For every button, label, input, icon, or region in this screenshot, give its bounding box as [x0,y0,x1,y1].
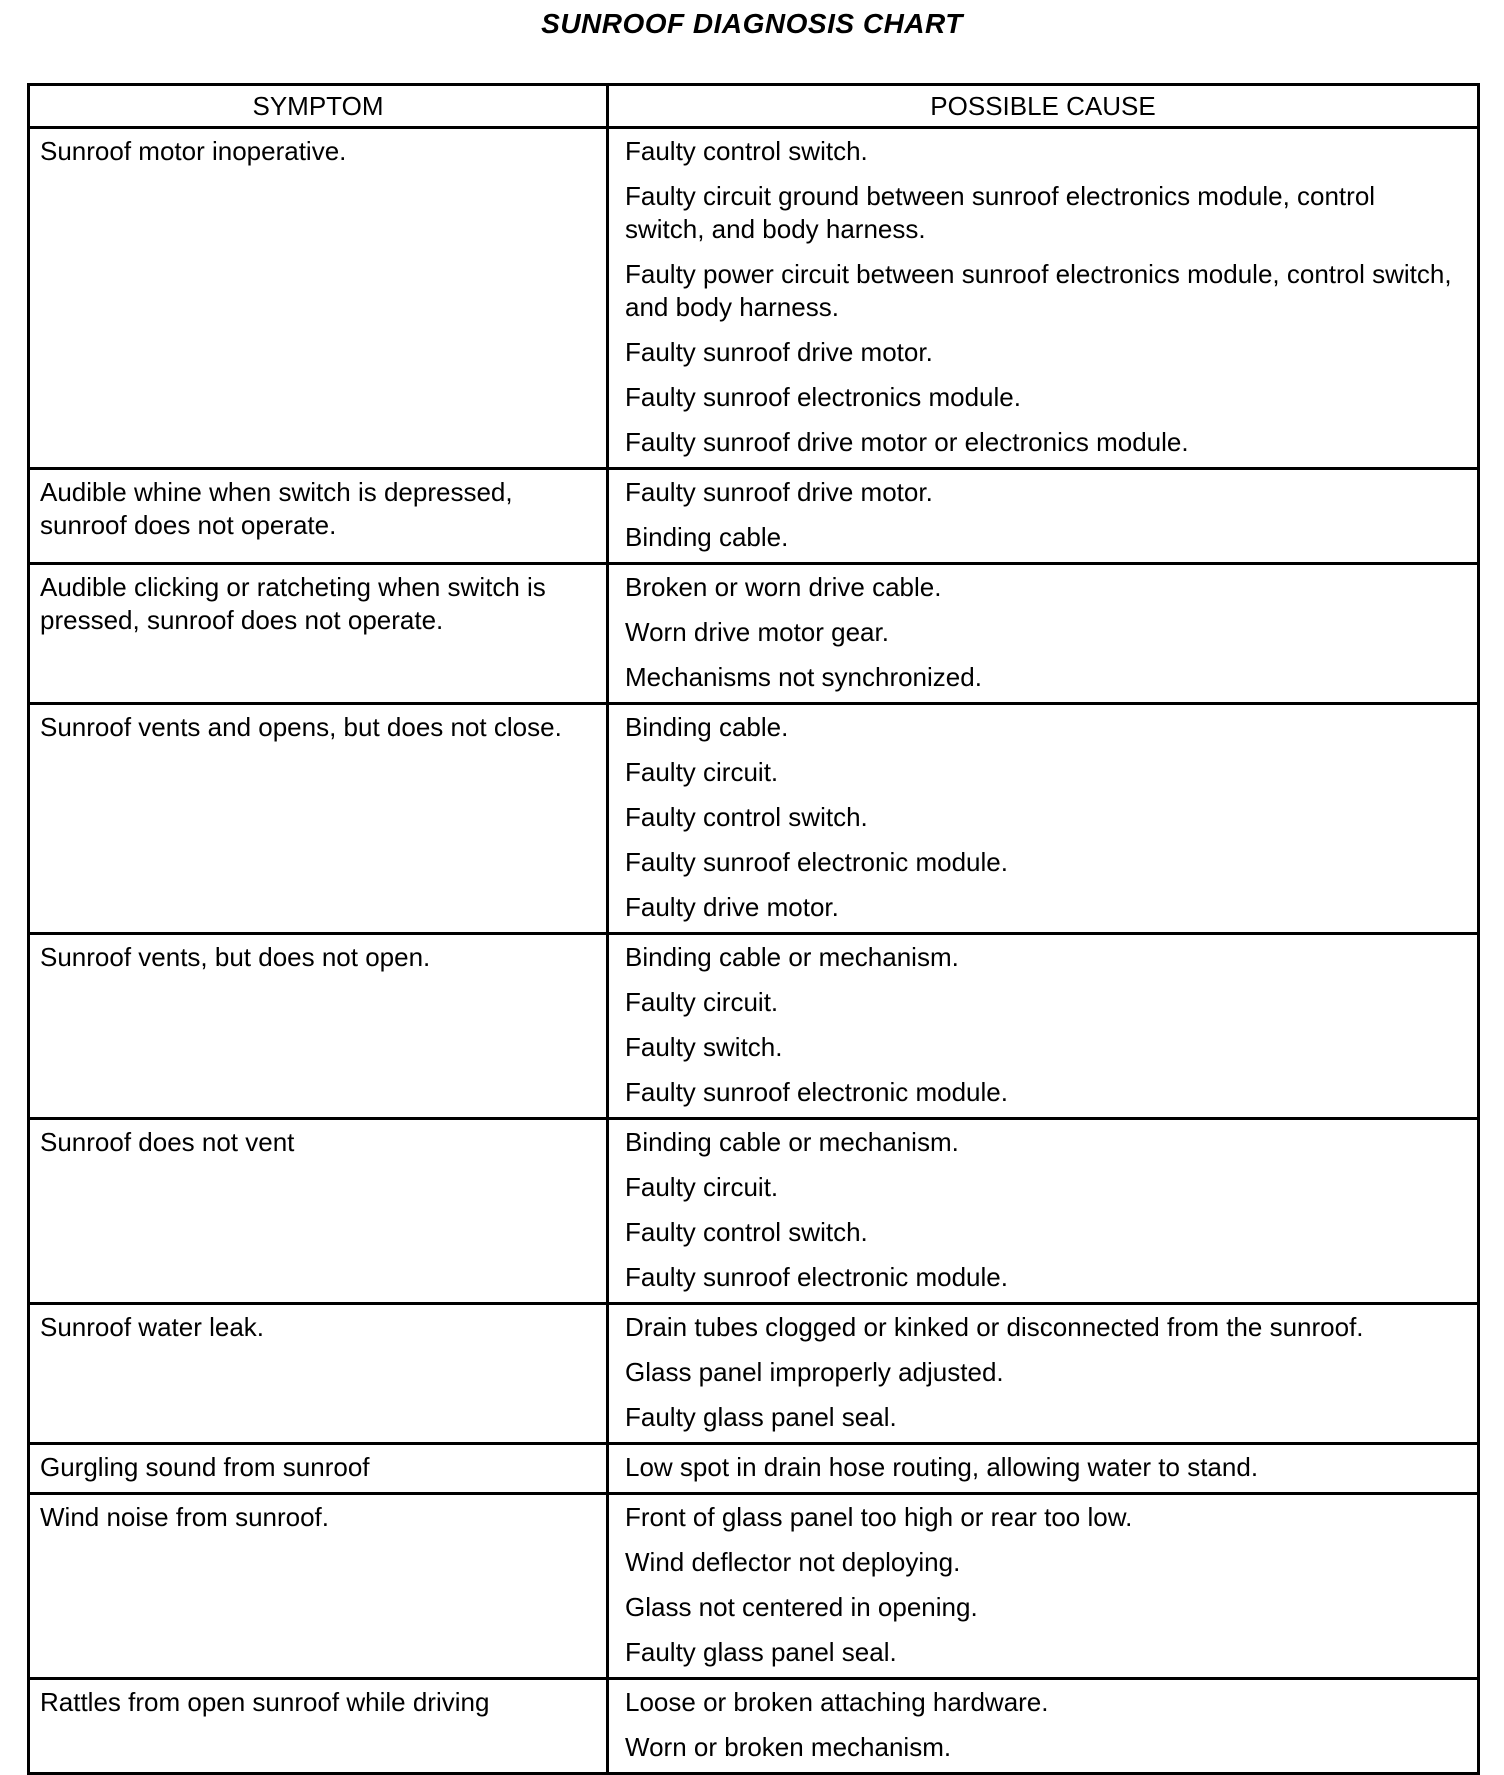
cause-item: Mechanisms not synchronized. [625,662,982,692]
symptom-cell [29,564,608,704]
cause-item: Faulty sunroof drive motor or electronics module. [625,427,1189,457]
cause-item: Loose or broken attaching hardware. [625,1687,1049,1717]
cause-item: Binding cable or mechanism. [625,942,959,972]
symptom-cell [29,934,608,1119]
table-row [29,1444,1479,1494]
cause-item: Broken or worn drive cable. [625,572,942,602]
cause-item: Faulty control switch. [625,136,868,166]
table-row [29,704,1479,934]
cause-item: Faulty sunroof electronics module. [625,382,1021,412]
table-row [29,564,1479,704]
cause-item: Worn drive motor gear. [625,617,889,647]
cause-item: Glass panel improperly adjusted. [625,1357,1004,1387]
cause-item: Faulty drive motor. [625,892,839,922]
cause-item: Faulty glass panel seal. [625,1637,897,1667]
cause-cell [608,128,1479,469]
cause-item: Worn or broken mechanism. [625,1732,952,1762]
symptom-text: Audible whine when switch is depressed, sunroof does not operate. [40,477,513,540]
cause-item: Low spot in drain hose routing, allowing water to stand. [625,1452,1259,1482]
cause-item: Faulty control switch. [625,1217,868,1247]
cause-cell [608,564,1479,704]
cause-item: Faulty sunroof electronic module. [625,847,1008,877]
table-header-row [29,85,1479,128]
symptom-cell [29,1119,608,1304]
cause-cell [608,1304,1479,1444]
symptom-text: Sunroof vents, but does not open. [40,942,431,972]
cause-item: Faulty control switch. [625,802,868,832]
cause-cell [608,704,1479,934]
symptom-cell [29,1494,608,1679]
symptom-cell [29,1679,608,1774]
cause-item: Binding cable. [625,522,789,552]
cause-cell [608,934,1479,1119]
cause-item: Front of glass panel too high or rear too low. [625,1502,1133,1532]
table-row [29,1494,1479,1679]
cause-item: Faulty sunroof drive motor. [625,477,933,507]
table-row [29,934,1479,1119]
table-row [29,1304,1479,1444]
cause-item: Glass not centered in opening. [625,1592,978,1622]
diagnosis-table [27,83,1480,1775]
cause-cell [608,1119,1479,1304]
cause-item: Wind deflector not deploying. [625,1547,961,1577]
cause-item: Faulty sunroof drive motor. [625,337,933,367]
cause-item: Binding cable. [625,712,789,742]
symptom-text: Wind noise from sunroof. [40,1502,330,1532]
cause-cell [608,1494,1479,1679]
table-body [29,128,1479,1774]
cause-item: Faulty sunroof electronic module. [625,1262,1008,1292]
cause-cell [608,1679,1479,1774]
cause-item: Binding cable or mechanism. [625,1127,959,1157]
table-row [29,469,1479,564]
cause-item: Drain tubes clogged or kinked or disconnected from the sunroof. [625,1312,1364,1342]
symptom-cell [29,1444,608,1494]
cause-item: Faulty glass panel seal. [625,1402,897,1432]
cause-item: Faulty power circuit between sunroof electronics module, control switch, and body harness. [625,259,1452,322]
table-row [29,128,1479,469]
symptom-text: Gurgling sound from sunroof [40,1452,370,1482]
symptom-text: Audible clicking or ratcheting when switch is pressed, sunroof does not operate. [40,572,546,635]
symptom-cell [29,469,608,564]
cause-cell [608,1444,1479,1494]
cause-item: Faulty sunroof electronic module. [625,1077,1008,1107]
symptom-cell [29,128,608,469]
symptom-text: Sunroof motor inoperative. [40,136,347,166]
cause-item: Faulty circuit ground between sunroof electronics module, control switch, and body harness. [625,181,1376,244]
symptom-text: Sunroof vents and opens, but does not close. [40,712,562,742]
page-title: SUNROOF DIAGNOSIS CHART [541,8,963,39]
header-possible-cause: POSSIBLE CAUSE [608,85,1479,128]
cause-item: Faulty circuit. [625,1172,779,1202]
symptom-text: Sunroof does not vent [40,1127,295,1157]
symptom-text: Rattles from open sunroof while driving [40,1687,490,1717]
symptom-text: Sunroof water leak. [40,1312,265,1342]
symptom-cell [29,704,608,934]
header-symptom: SYMPTOM [29,85,608,128]
table-row [29,1119,1479,1304]
cause-item: Faulty switch. [625,1032,783,1062]
cause-item: Faulty circuit. [625,987,779,1017]
cause-cell [608,469,1479,564]
table-row [29,1679,1479,1774]
cause-item: Faulty circuit. [625,757,779,787]
symptom-cell [29,1304,608,1444]
